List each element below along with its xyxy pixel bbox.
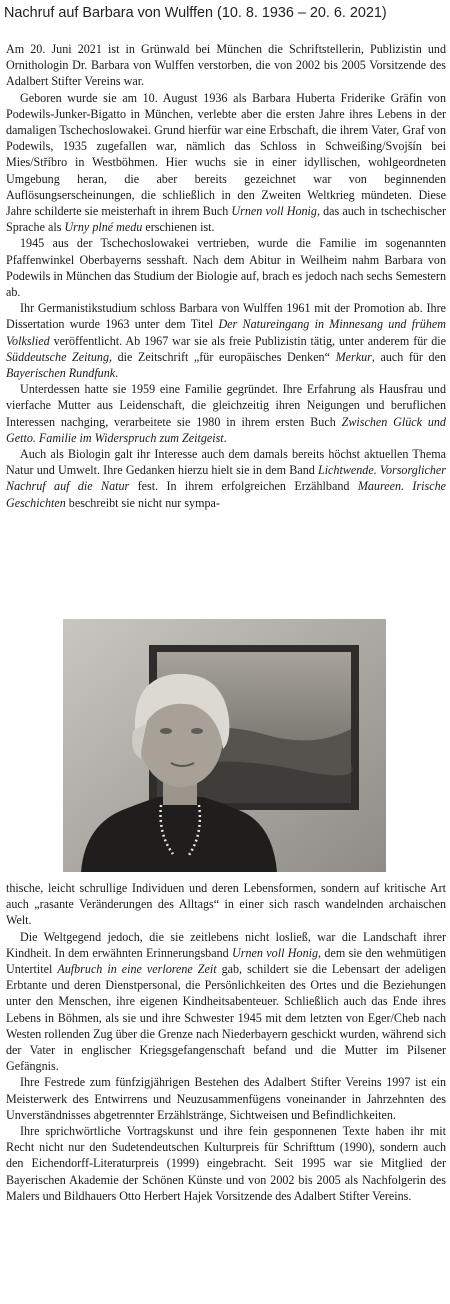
paragraph-text: thische, leicht schrullige Individuen und deren Lebensformen, sondern auf kritische Art auch „rasante Veränderungen des Alltags“ in einer sich rasch wandelnden archaischen Welt.: [6, 881, 446, 928]
paragraph-text: , das auch in tschechischer Sprache als: [6, 204, 446, 235]
italic-title-text: Süddeutsche Zeitung: [6, 349, 109, 364]
italic-title-text: Merkur: [335, 349, 372, 364]
paragraph-text: 1945 aus der Tschechoslowakei vertrieben, wurde die Familie im sogenannten Pfaffenwinkel Oberbayerns sesshaft. Nach dem Abitur in Weilheim nahm Barbara von Podewils in München das Studium der Biologie auf, brach es jedoch nach sechs Semestern ab.: [6, 236, 446, 300]
paragraph-text: Ihre Festrede zum fünfzigjährigen Bestehen des Adalbert Stifter Vereins 1997 ist ein Meisterwerk des Entwirrens und Neuzusammenfügens voneinander in Jahrzehnten des Unverständnisses abgetrennter Erzählstränge, Sichtweisen und Befindlichkeiten.: [6, 1075, 446, 1122]
paragraph-text: erschienen ist.: [142, 220, 215, 235]
paragraph-text: veröffentlicht. Ab 1967 war sie als freie Publizistin tätig, unter anderem für die: [49, 333, 446, 348]
paragraph: [6, 235, 446, 300]
paragraph-text: Ihre sprichwörtliche Vortragskunst und ihre fein gesponnenen Texte haben ihr mit Recht nicht nur den Sudetendeutschen Kulturpreis für Schrifttum (1990), sondern auch den Eichendorff-Literaturpreis (1999) eingebracht. Seit 1995 war sie Mitglied der Bayerischen Akademie der Schönen Künste und von 2002 bis 2005 als Nachfolgerin des Malers und Bildhauers Otto Herbert Hajek Vorsitzende des Adalbert Stifter Vereins.: [6, 1124, 446, 1203]
article-title: Nachruf auf Barbara von Wulffen (10. 8. 1936 – 20. 6. 2021): [4, 5, 387, 21]
paragraph: [6, 929, 446, 1075]
paragraph-text: Ihr Germanistikstudium schloss Barbara von Wulffen 1961 mit der Promotion ab. Ihre Dissertation wurde 1963 unter dem Titel: [6, 301, 446, 332]
paragraph-text: fest. In ihrem erfolgreichen Erzählband: [129, 479, 358, 494]
paragraph-text: gab, schildert sie die Lebensart der adeligen Erbtante und deren Dienstpersonal, die Persönlichkeiten des Ortes und die Beziehungen unter den Menschen, ihre eigenen Kindheitsabenteuer. Schließlich auch das Ende ihres Lebens in Böhmen, als sie und ihre Schwester 1945 mit dem letzten von Eger/Cheb nach Westen rollenden Zug über die Grenze nach Niederbayern geschickt wurden, während sich der Vater in englischer Kriegsgefangenschaft befand und die Mutter im Pilsener Gefängnis.: [6, 962, 446, 1074]
italic-title-text: Maureen. Irische Geschichten: [6, 479, 447, 510]
paragraph-text: Geboren wurde sie am 10. August 1936 als Barbara Huberta Friderike Gräfin von Podewils-Junker-Bigatto in München, verlebte aber die ersten Jahre ihres Lebens in der damaligen Tschechoslowakei. Grund hierfür war eine Erbschaft, die ihrem Vater, Graf von Podewils, 1935 zugefallen war, nämlich das Schloss in Schweißing/Svojšín bei Mies/Stříbro in Westböhmen. Hier wuchs sie in einer idyllischen, wohlgeordneten Umgebung heran, die aber bereits gezeichnet war von beginnenden Auflösungserscheinungen, die schließlich in den Zweiten Weltkrieg mündeten. Diese Jahre schilderte sie meisterhaft in ihrem Buch: [6, 90, 446, 219]
article-body-top: [6, 41, 446, 511]
paragraph: [6, 381, 446, 446]
paragraph: [6, 300, 446, 381]
portrait-photo-icon: [63, 619, 386, 872]
paragraph-text: Die Weltgegend jedoch, die sie zeitlebens nicht losließ, war die Landschaft ihrer Kindheit. In dem erwähnten Erinnerungsband: [6, 929, 446, 960]
paragraph-text: .: [115, 366, 119, 381]
paragraph: [6, 1074, 446, 1123]
italic-title-text: Bayerischen Rundfunk: [6, 366, 116, 381]
italic-title-text: Aufbruch in eine verlorene Zeit: [57, 962, 217, 977]
italic-title-text: Urny plné medu: [64, 220, 143, 235]
paragraph-text: , die Zeitschrift „für europäisches Denken“: [109, 349, 336, 364]
italic-title-text: Zwischen Glück und Getto. Familie im Widerspruch zum Zeitgeist: [6, 414, 446, 445]
paragraph: [6, 1123, 446, 1204]
paragraph: [6, 880, 446, 929]
paragraph: [6, 446, 446, 511]
paragraph-text: beschreibt sie nicht nur sympa-: [65, 495, 220, 510]
italic-title-text: Urnen voll Honig: [232, 945, 319, 960]
paragraph-text: , auch für den: [371, 349, 446, 364]
paragraph: [6, 41, 446, 90]
paragraph-text: Am 20. Juni 2021 ist in Grünwald bei München die Schriftstellerin, Publizistin und Ornithologin Dr. Barbara von Wulffen verstorben, die von 2002 bis 2005 Vorsitzende des Adalbert Stifter Vereins war.: [6, 42, 446, 89]
paragraph: [6, 90, 446, 236]
paragraph-text: , dem sie den wehmütigen Untertitel: [6, 945, 446, 977]
italic-title-text: Urnen voll Honig: [231, 204, 317, 219]
italic-title-text: Lichtwende. Vorsorglicher Nachruf auf die Natur: [6, 463, 446, 494]
article-body-bottom: [6, 880, 446, 1204]
paragraph-text: Auch als Biologin galt ihr Interesse auch dem damals bereits höchst aktuellen Thema Natur und Umwelt. Ihre Gedanken hierzu hielt sie in dem Band: [6, 447, 446, 478]
paragraph-text: .: [223, 430, 227, 445]
paragraph-text: Unterdessen hatte sie 1959 eine Familie gegründet. Ihre Erfahrung als Hausfrau und vierfache Mutter aus Leidenschaft, die gleichzeitig ihren Neigungen und beruflichen Interessen nachging, verarbeitete sie 1980 in ihrem ersten Buch: [6, 382, 446, 429]
italic-title-text: Der Natureingang in Minnesang und frühem Volkslied: [6, 317, 446, 348]
